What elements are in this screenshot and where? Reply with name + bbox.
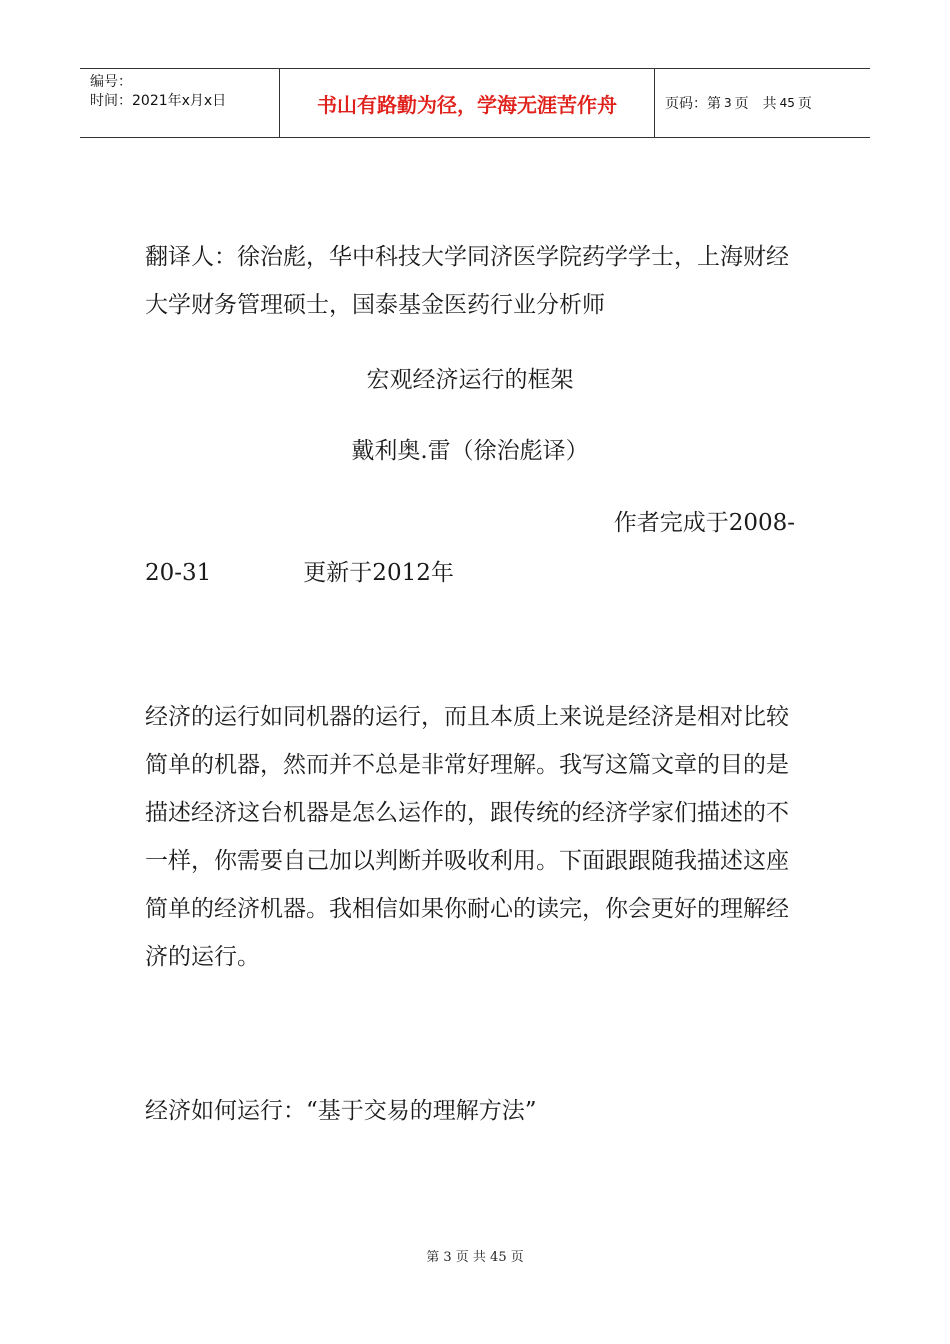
- page-header: [80, 68, 870, 138]
- header-meta: [80, 69, 280, 137]
- page-total: 45: [779, 96, 795, 110]
- time-label: 时间：: [90, 93, 132, 109]
- document-author: 戴利奥.雷（徐治彪译）: [351, 438, 589, 464]
- time-value: 2021年x月x日: [132, 93, 227, 109]
- page-footer: 第 3 页 共 45 页: [426, 1250, 524, 1265]
- page-current: 3: [724, 96, 732, 110]
- page-suffix: 页: [797, 96, 812, 112]
- time-line: [90, 92, 279, 111]
- date-line-1: 作者完成于2008-: [613, 510, 795, 536]
- number-label: 编号：: [90, 74, 132, 90]
- section-heading: 经济如何运行：“基于交易的理解方法”: [145, 1098, 537, 1124]
- intro-paragraph: 经济的运行如同机器的运行，而且本质上来说是经济是相对比较简单的机器，然而并不总是非常好理解。我写这篇文章的目的是描述经济这台机器是怎么运作的，跟传统的经济学家们描述的不一样，你需要自己加以判断并吸收利用。下面跟跟随我描述这座简单的经济机器。我相信如果你耐心的读完，你会更好的理解经济的运行。: [145, 704, 789, 970]
- header-page-info: [655, 69, 870, 137]
- page-mid: 页 共: [734, 96, 777, 112]
- date-line-2: 20-31 更新于2012年: [145, 560, 454, 586]
- document-title: 宏观经济运行的框架: [366, 367, 574, 393]
- page-prefix: 页码：第: [665, 96, 721, 112]
- header-motto: 书山有路勤为径，学海无涯苦作舟: [280, 69, 655, 137]
- translator-info: 翻译人：徐治彪，华中科技大学同济医学院药学学士，上海财经大学财务管理硕士，国泰基金医药行业分析师: [145, 244, 789, 318]
